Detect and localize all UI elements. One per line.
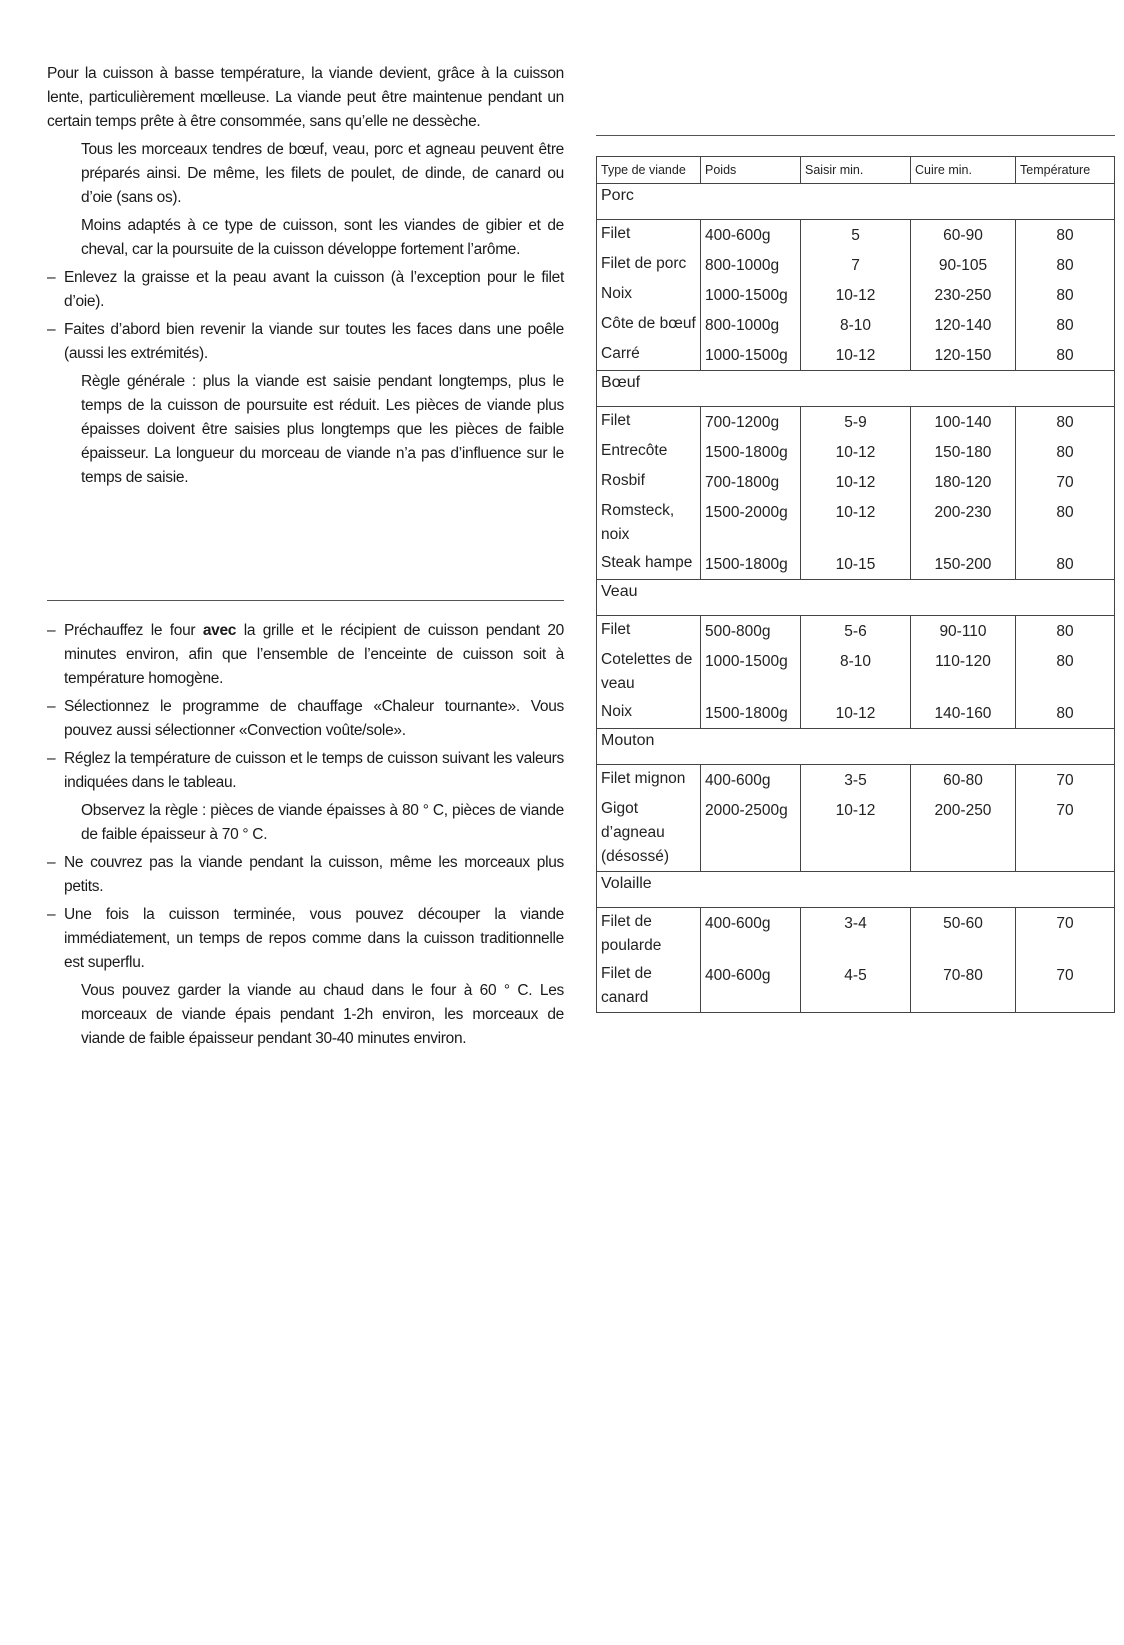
- section-divider: [47, 600, 564, 601]
- header-sear: Saisir min.: [801, 157, 911, 184]
- table-row: Cotelettes de veau 1000-1500g 8-10 110-120 80: [597, 646, 1115, 698]
- temperature-rule-note: Observez la règle : pièces de viande épaisses à 80 ° C, pièces de viande de faible épaisseur à 70 ° C.: [81, 802, 564, 843]
- table-row: Côte de bœuf 800-1000g 8-10 120-140 80: [597, 310, 1115, 340]
- category-row-volaille: Volaille: [597, 872, 1115, 908]
- category-row-veau: Veau: [597, 580, 1115, 616]
- slicing-step: – Une fois la cuisson terminée, vous pouvez découper la viande immédiatement, un temps de repos comme dans la cuisson traditionnelle est superflu.: [47, 903, 564, 975]
- table-row: Steak hampe 1500-1800g 10-15 150-200 80: [597, 549, 1115, 580]
- unsuitable-meats-paragraph: Moins adaptés à ce type de cuisson, sont les viandes de gibier et de cheval, car la poursuite de la cuisson développe fortement l’arôme.: [81, 217, 564, 258]
- table-row: Noix 1000-1500g 10-12 230-250 80: [597, 280, 1115, 310]
- table-row: Filet mignon 400-600g 3-5 60-80 70: [597, 765, 1115, 796]
- category-row-boeuf: Bœuf: [597, 371, 1115, 407]
- instructions-section: [47, 619, 564, 1055]
- table-row: Filet 400-600g 5 60-90 80: [597, 220, 1115, 251]
- category-row-porc: Porc: [597, 184, 1115, 220]
- table-row: Romsteck, noix 1500-2000g 10-12 200-230 80: [597, 497, 1115, 549]
- suitable-meats-paragraph: Tous les morceaux tendres de bœuf, veau, porc et agneau peuvent être préparés ainsi. De même, les filets de poulet, de dinde, de canard ou d’oie (sans os).: [81, 141, 564, 206]
- program-step: – Sélectionnez le programme de chauffage «Chaleur tournante». Vous pouvez aussi sélectionner «Convection voûte/sole».: [47, 695, 564, 743]
- header-temperature: Température: [1016, 157, 1115, 184]
- table-row: Filet de porc 800-1000g 7 90-105 80: [597, 250, 1115, 280]
- table-row: Filet de canard 400-600g 4-5 70-80 70: [597, 960, 1115, 1013]
- preheat-step: – Préchauffez le four avec la grille et le récipient de cuisson pendant 20 minutes environ, afin que l’ensemble de l’enceinte de cuisson soit à température homogène.: [47, 619, 564, 691]
- searing-step: – Faites d’abord bien revenir la viande sur toutes les faces dans une poêle (aussi les extrémités).: [47, 318, 564, 366]
- table-row: Gigot d’agneau (désossé) 2000-2500g 10-12 200-250 70: [597, 795, 1115, 872]
- header-type: Type de viande: [597, 157, 701, 184]
- category-row-mouton: Mouton: [597, 729, 1115, 765]
- table-row: Filet 500-800g 5-6 90-110 80: [597, 616, 1115, 647]
- table-row: Carré 1000-1500g 10-12 120-150 80: [597, 340, 1115, 371]
- no-cover-step: – Ne couvrez pas la viande pendant la cuisson, même les morceaux plus petits.: [47, 851, 564, 899]
- temperature-step: – Réglez la température de cuisson et le temps de cuisson suivant les valeurs indiquées dans le tableau.: [47, 747, 564, 795]
- general-rule-paragraph: Règle générale : plus la viande est saisie pendant longtemps, plus le temps de la cuisson de poursuite est réduit. Les pièces de viande plus épaisses doivent être saisies plus longtemps que les pièces de faible épaisseur. La longueur du morceau de viande n’a pas d’influence sur le temps de saisie.: [81, 373, 564, 486]
- table-row: Noix 1500-1800g 10-12 140-160 80: [597, 698, 1115, 729]
- table-header-row: [597, 157, 1115, 184]
- keep-warm-note: Vous pouvez garder la viande au chaud dans le four à 60 ° C. Les morceaux de viande épais pendant 1-2h environ, les morceaux de viande de faible épaisseur pendant 30-40 minutes environ.: [81, 982, 564, 1047]
- table-divider: [596, 135, 1115, 136]
- table-row: Filet 700-1200g 5-9 100-140 80: [597, 407, 1115, 438]
- header-weight: Poids: [701, 157, 801, 184]
- cooking-table: [596, 156, 1115, 1013]
- intro-paragraph: Pour la cuisson à basse température, la viande devient, grâce à la cuisson lente, particulièrement mœlleuse. La viande peut être maintenue pendant un certain temps prête à être consommée, sans qu’elle ne dessèche.: [47, 65, 564, 130]
- table-row: Entrecôte 1500-1800g 10-12 150-180 80: [597, 437, 1115, 467]
- fat-removal-step: – Enlevez la graisse et la peau avant la cuisson (à l’exception pour le filet d’oie).: [47, 266, 564, 314]
- table-row: Rosbif 700-1800g 10-12 180-120 70: [597, 467, 1115, 497]
- intro-section: [47, 62, 564, 494]
- table-row: Filet de poularde 400-600g 3-4 50-60 70: [597, 908, 1115, 961]
- header-cook: Cuire min.: [911, 157, 1016, 184]
